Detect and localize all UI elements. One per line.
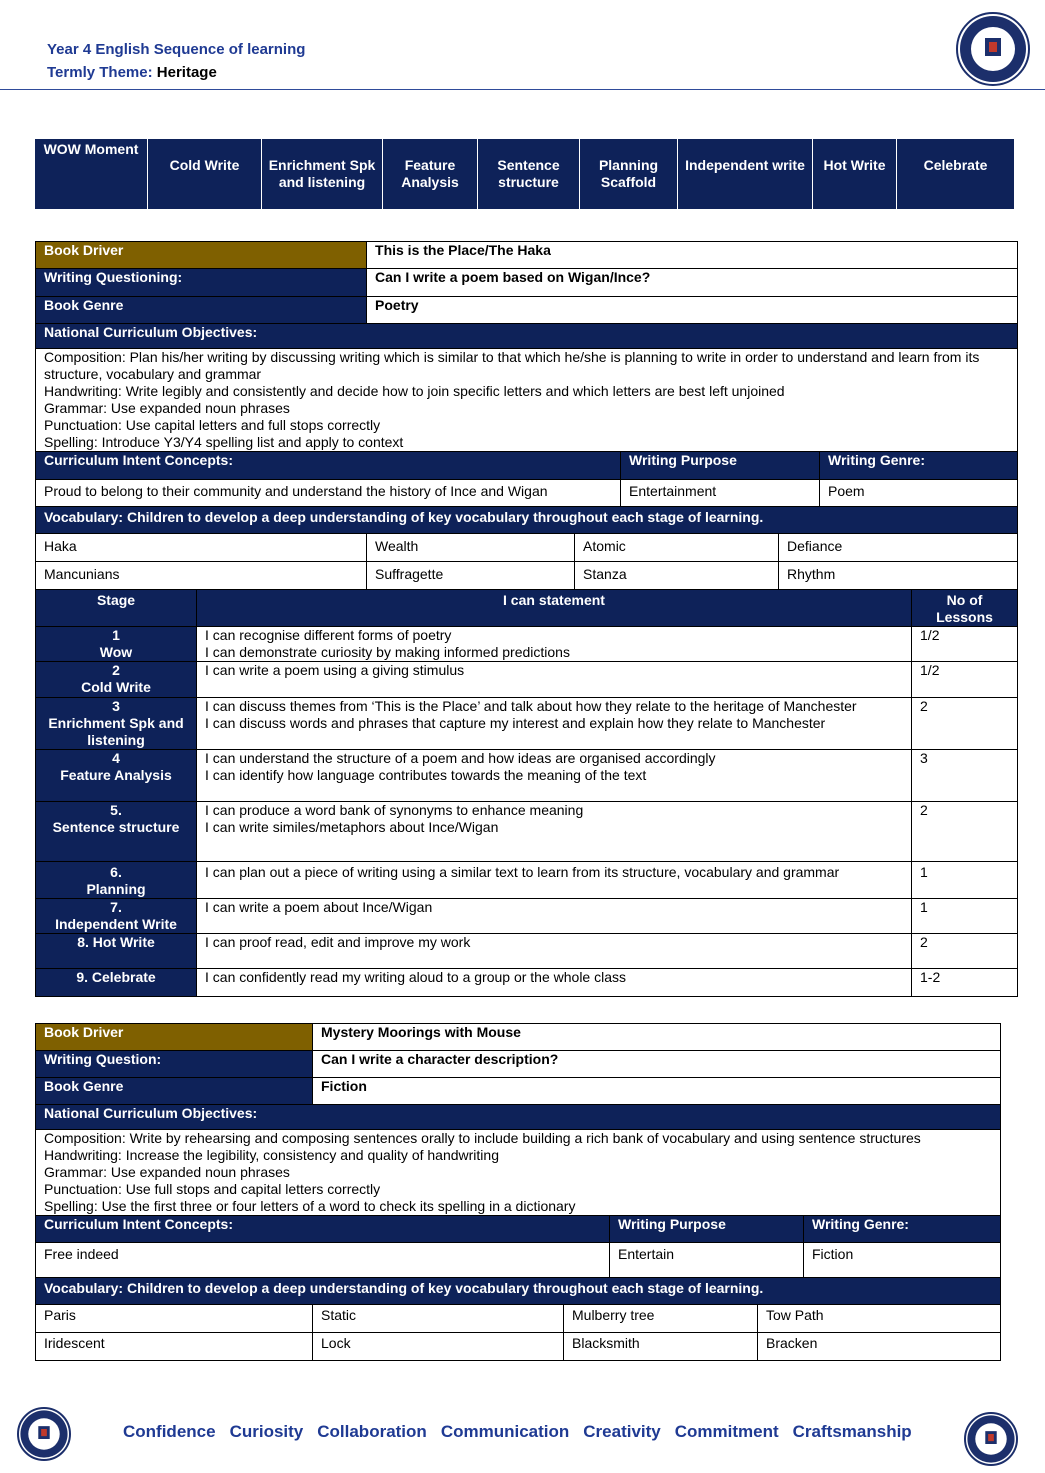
vocab-word: Iridescent — [36, 1333, 313, 1361]
nc-objectives-label: National Curriculum Objectives: — [36, 1105, 1001, 1130]
stage-enrichment: Enrichment Spk and listening — [262, 139, 383, 210]
writing-purpose-value: Entertain — [610, 1243, 804, 1278]
intent-concepts-value: Free indeed — [36, 1243, 610, 1278]
school-logo — [956, 12, 1030, 86]
stage-feature-analysis: Feature Analysis — [383, 139, 478, 210]
vocabulary-label: Vocabulary: Children to develop a deep understanding of key vocabulary throughout each stage of learning. — [36, 507, 1018, 534]
intent-concepts-label: Curriculum Intent Concepts: — [36, 452, 621, 480]
nc-objectives-text: Composition: Write by rehearsing and composing sentences orally to include building a rich bank of vocabulary and using sentence structures Handwriting: Increase the legibility, consistency and quality of handwriting Grammar: Use expanded noun phrases Punctuation: Use full stops and capital letters correctly Spelling: Use the first three or four letters of a word to check its spelling in a dictionary — [36, 1130, 1001, 1216]
vocab-word: Static — [313, 1305, 564, 1333]
stage-cold-write: Cold Write — [148, 139, 262, 210]
book-genre-label: Book Genre — [36, 1078, 313, 1105]
vocab-word: Blacksmith — [564, 1333, 758, 1361]
stage-row: 3 Enrichment Spk and listening I can discuss themes from ‘This is the Place’ and talk about how they relate to the heritage of Manchester I can discuss words and phrases that capture my interest and explain how they relate to Manchester 2 — [36, 698, 1018, 750]
footer-logo-right — [964, 1412, 1018, 1466]
vocab-word: Stanza — [575, 562, 779, 590]
stage-row: 1 Wow I can recognise different forms of poetry I can demonstrate curiosity by making informed predictions 1/2 — [36, 627, 1018, 662]
value-communication: Communication — [440, 1422, 570, 1441]
writing-purpose-label: Writing Purpose — [610, 1216, 804, 1243]
stage-row: 2 Cold Write I can write a poem using a giving stimulus 1/2 — [36, 662, 1018, 698]
book-genre-value: Fiction — [313, 1078, 1001, 1105]
stage-row: 6. Planning I can plan out a piece of writing using a similar text to learn from its structure, vocabulary and grammar 1 — [36, 862, 1018, 899]
stage-row: 8. Hot Write I can proof read, edit and improve my work 2 — [36, 934, 1018, 969]
stage-row: 5. Sentence structure I can produce a word bank of synonyms to enhance meaning I can write similes/metaphors about Ince/Wigan 2 — [36, 802, 1018, 862]
stage-row: 7. Independent Write I can write a poem about Ince/Wigan 1 — [36, 899, 1018, 934]
value-craftsmanship: Craftsmanship — [792, 1422, 912, 1441]
stage-hot-write: Hot Write — [813, 139, 897, 210]
vocab-word: Suffragette — [367, 562, 575, 590]
vocab-word: Tow Path — [758, 1305, 1001, 1333]
nc-objectives-text: Composition: Plan his/her writing by discussing writing which is similar to that which he/she is planning to write in order to understand and learn from its structure, vocabulary and grammar Handwriting: Write legibly and consistently and decide how to join specific letters and which letters are best left unjoined Grammar: Use expanded noun phrases Punctuation: Use capital letters and full stops correctly Spelling: Introduce Y3/Y4 spelling list and apply to context — [36, 349, 1018, 452]
ican-column-header: I can statement — [197, 590, 912, 627]
writing-question-value: Can I write a character description? — [313, 1051, 1001, 1078]
values-footer — [123, 1422, 926, 1442]
vocab-word: Mancunians — [36, 562, 367, 590]
writing-question-value: Can I write a poem based on Wigan/Ince? — [367, 269, 1018, 297]
book-driver-value: This is the Place/The Haka — [367, 242, 1018, 269]
writing-genre-label: Writing Genre: — [820, 452, 1018, 480]
unit1-table — [35, 241, 1018, 997]
stage-row: 4 Feature Analysis I can understand the structure of a poem and how ideas are organised accordingly I can identify how language contributes towards the meaning of the text 3 — [36, 750, 1018, 802]
value-collaboration: Collaboration — [317, 1422, 427, 1441]
stages-bar — [34, 138, 1015, 210]
stage-celebrate: Celebrate — [897, 139, 1015, 210]
vocab-word: Haka — [36, 534, 367, 562]
writing-purpose-label: Writing Purpose — [621, 452, 820, 480]
writing-question-label: Writing Question: — [36, 1051, 313, 1078]
vocab-word: Lock — [313, 1333, 564, 1361]
stage-column-header: Stage — [36, 590, 197, 627]
unit2-table — [35, 1023, 1001, 1361]
book-driver-value: Mystery Moorings with Mouse — [313, 1024, 1001, 1051]
stage-row: 9. Celebrate I can confidently read my writing aloud to a group or the whole class 1-2 — [36, 969, 1018, 997]
vocabulary-label: Vocabulary: Children to develop a deep understanding of key vocabulary throughout each stage of learning. — [36, 1278, 1001, 1305]
page-header — [47, 38, 305, 84]
stage-independent-write: Independent write — [678, 139, 813, 210]
vocab-word: Mulberry tree — [564, 1305, 758, 1333]
value-curiosity: Curiosity — [229, 1422, 304, 1441]
vocab-word: Paris — [36, 1305, 313, 1333]
termly-theme: Termly Theme: Heritage — [47, 64, 217, 81]
book-genre-label: Book Genre — [36, 297, 367, 324]
writing-question-label: Writing Questioning: — [36, 269, 367, 297]
stage-wow: WOW Moment — [35, 139, 148, 210]
nc-objectives-label: National Curriculum Objectives: — [36, 324, 1018, 349]
book-driver-label: Book Driver — [36, 1024, 313, 1051]
intent-concepts-label: Curriculum Intent Concepts: — [36, 1216, 610, 1243]
footer-logo-left — [17, 1407, 71, 1461]
document-title: Year 4 English Sequence of learning — [47, 41, 306, 58]
vocab-word: Defiance — [779, 534, 1018, 562]
book-genre-value: Poetry — [367, 297, 1018, 324]
stage-planning-scaffold: Planning Scaffold — [580, 139, 678, 210]
lessons-column-header: No of Lessons — [912, 590, 1018, 627]
header-divider — [0, 89, 1045, 90]
writing-genre-value: Poem — [820, 480, 1018, 507]
intent-concepts-value: Proud to belong to their community and understand the history of Ince and Wigan — [36, 480, 621, 507]
writing-genre-label: Writing Genre: — [804, 1216, 1001, 1243]
stage-sentence-structure: Sentence structure — [478, 139, 580, 210]
vocab-word: Atomic — [575, 534, 779, 562]
writing-genre-value: Fiction — [804, 1243, 1001, 1278]
vocab-word: Bracken — [758, 1333, 1001, 1361]
value-confidence: Confidence — [123, 1422, 216, 1441]
vocab-word: Wealth — [367, 534, 575, 562]
book-driver-label: Book Driver — [36, 242, 367, 269]
writing-purpose-value: Entertainment — [621, 480, 820, 507]
value-commitment: Commitment — [674, 1422, 779, 1441]
vocab-word: Rhythm — [779, 562, 1018, 590]
value-creativity: Creativity — [583, 1422, 661, 1441]
